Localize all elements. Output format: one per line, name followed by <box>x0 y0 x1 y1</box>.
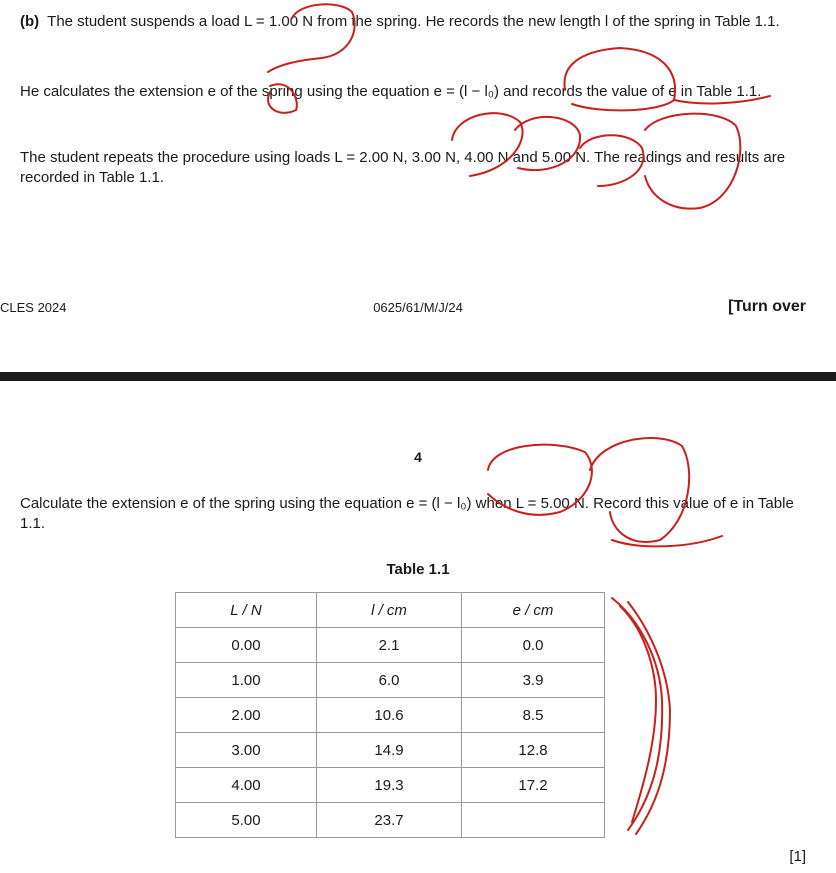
ink-bracket-1 <box>612 598 662 830</box>
page-divider <box>0 372 836 381</box>
part-b-paragraph-2: He calculates the extension e of the spring using the equation e = (l − l₀) and records the value of e in Table 1.1. <box>20 83 762 100</box>
cell-extension: 8.5 <box>462 698 605 733</box>
table-row <box>176 733 605 768</box>
turn-over-label: [Turn over <box>728 298 806 315</box>
cell-length: 19.3 <box>317 768 462 803</box>
cell-length: 2.1 <box>317 628 462 663</box>
ink-tail-q <box>612 536 722 546</box>
table-row <box>176 803 605 838</box>
header-length: l / cm <box>317 593 462 628</box>
cell-length: 14.9 <box>317 733 462 768</box>
cell-extension: 17.2 <box>462 768 605 803</box>
marks-label: [1] <box>789 848 806 865</box>
table-row <box>176 768 605 803</box>
cell-extension: 12.8 <box>462 733 605 768</box>
part-b-label: (b) <box>20 13 40 30</box>
cell-length: 10.6 <box>317 698 462 733</box>
question-text: Calculate the extension e of the spring using the equation e = (l − l₀) when L = 5.00 N. Record this value of e in Table 1.1. <box>20 495 794 532</box>
page-number: 4 <box>414 449 422 465</box>
cell-extension: 0.0 <box>462 628 605 663</box>
cell-load: 3.00 <box>176 733 317 768</box>
footer-paper-code: 0625/61/M/J/24 <box>373 300 463 315</box>
cell-load: 0.00 <box>176 628 317 663</box>
results-table <box>175 592 605 838</box>
part-b-paragraph-3: The student repeats the procedure using loads L = 2.00 N, 3.00 N, 4.00 N and 5.00 N. The readings and results are recorded in Table 1.1. <box>20 149 786 186</box>
table-row <box>176 698 605 733</box>
cell-extension-blank[interactable] <box>462 803 605 838</box>
ink-bracket-2 <box>620 606 656 822</box>
part-b-paragraph-1 <box>20 12 820 32</box>
cell-load: 5.00 <box>176 803 317 838</box>
table-row <box>176 663 605 698</box>
header-extension: e / cm <box>462 593 605 628</box>
cell-load: 2.00 <box>176 698 317 733</box>
ink-bracket-3 <box>628 602 670 834</box>
cell-length: 23.7 <box>317 803 462 838</box>
table-caption: Table 1.1 <box>386 561 450 578</box>
part-b-text-1: The student suspends a load L = 1.00 N from the spring. He records the new length l of the spring in Table 1.1. <box>47 13 780 30</box>
footer-copyright: CLES 2024 <box>0 300 67 315</box>
table-row <box>176 628 605 663</box>
cell-length: 6.0 <box>317 663 462 698</box>
header-load: L / N <box>176 593 317 628</box>
cell-extension: 3.9 <box>462 663 605 698</box>
cell-load: 4.00 <box>176 768 317 803</box>
table-header-row <box>176 593 605 628</box>
cell-load: 1.00 <box>176 663 317 698</box>
